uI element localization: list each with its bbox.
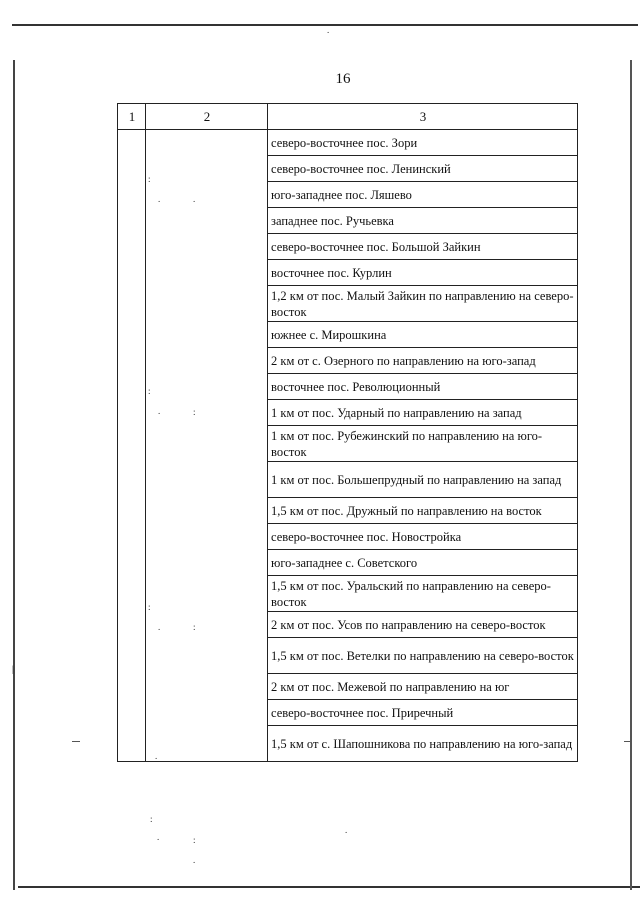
location-cell: северо-восточнее пос. Новостройка: [268, 524, 578, 550]
scan-speck: :: [148, 602, 151, 612]
location-cell: северо-восточнее пос. Зори: [268, 130, 578, 156]
scan-edge-left: [13, 60, 15, 890]
scan-speck: .: [193, 855, 196, 865]
column-header-1: 1: [118, 104, 146, 130]
location-cell: северо-восточнее пос. Приречный: [268, 700, 578, 726]
location-cell: 1,5 км от пос. Ветелки по направлению на северо-восток: [268, 638, 578, 674]
table-body: [118, 130, 578, 762]
scan-speck: .: [157, 832, 160, 842]
location-cell: восточнее пос. Курлин: [268, 260, 578, 286]
column-header-2: 2: [146, 104, 268, 130]
locations-table: [117, 103, 578, 762]
scan-speck: :: [148, 174, 151, 184]
table-header-row: [118, 104, 578, 130]
scan-speck: :: [148, 386, 151, 396]
location-cell: 1,5 км от пос. Дружный по направлению на восток: [268, 498, 578, 524]
location-cell: 1,2 км от пос. Малый Зайкин по направлению на северо-восток: [268, 286, 578, 322]
table-row: [118, 130, 578, 156]
column-1-cell: [118, 130, 146, 762]
scan-speck: :: [193, 407, 196, 417]
location-cell: южнее с. Мирошкина: [268, 322, 578, 348]
scan-speck: .: [158, 194, 161, 204]
location-cell: 2 км от пос. Межевой по направлению на юг: [268, 674, 578, 700]
location-cell: юго-западнее пос. Ляшево: [268, 182, 578, 208]
scan-edge-bottom: [18, 886, 640, 888]
location-cell: 2 км от с. Озерного по направлению на юго-запад: [268, 348, 578, 374]
column-2-cell: [146, 130, 268, 762]
scan-speck: .: [345, 825, 348, 835]
scan-mark: [624, 741, 630, 742]
scan-speck: :: [150, 814, 153, 824]
scan-speck: :: [193, 622, 196, 632]
scan-speck: .: [155, 751, 158, 761]
scan-edge-right: [630, 60, 632, 890]
location-cell: северо-восточнее пос. Большой Зайкин: [268, 234, 578, 260]
scan-speck: .: [327, 25, 330, 35]
scan-speck: .: [158, 622, 161, 632]
scan-speck: :: [193, 835, 196, 845]
location-cell: 1 км от пос. Ударный по направлению на запад: [268, 400, 578, 426]
location-cell: юго-западнее с. Советского: [268, 550, 578, 576]
location-cell: 1 км от пос. Рубежинский по направлению на юго-восток: [268, 426, 578, 462]
location-cell: западнее пос. Ручьевка: [268, 208, 578, 234]
location-cell: 1,5 км от пос. Уральский по направлению на северо-восток: [268, 576, 578, 612]
scan-speck: .: [193, 194, 196, 204]
page-number: 16: [335, 71, 351, 87]
scan-mark: [72, 741, 80, 742]
location-cell: 1,5 км от с. Шапошникова по направлению на юго-запад: [268, 726, 578, 762]
scan-speck: |: [12, 664, 14, 674]
column-header-3: 3: [268, 104, 578, 130]
scan-speck: .: [158, 406, 161, 416]
location-cell: 2 км от пос. Усов по направлению на северо-восток: [268, 612, 578, 638]
location-cell: северо-восточнее пос. Ленинский: [268, 156, 578, 182]
location-cell: восточнее пос. Революционный: [268, 374, 578, 400]
location-cell: 1 км от пос. Большепрудный по направлению на запад: [268, 462, 578, 498]
scan-edge-top: [12, 24, 638, 26]
